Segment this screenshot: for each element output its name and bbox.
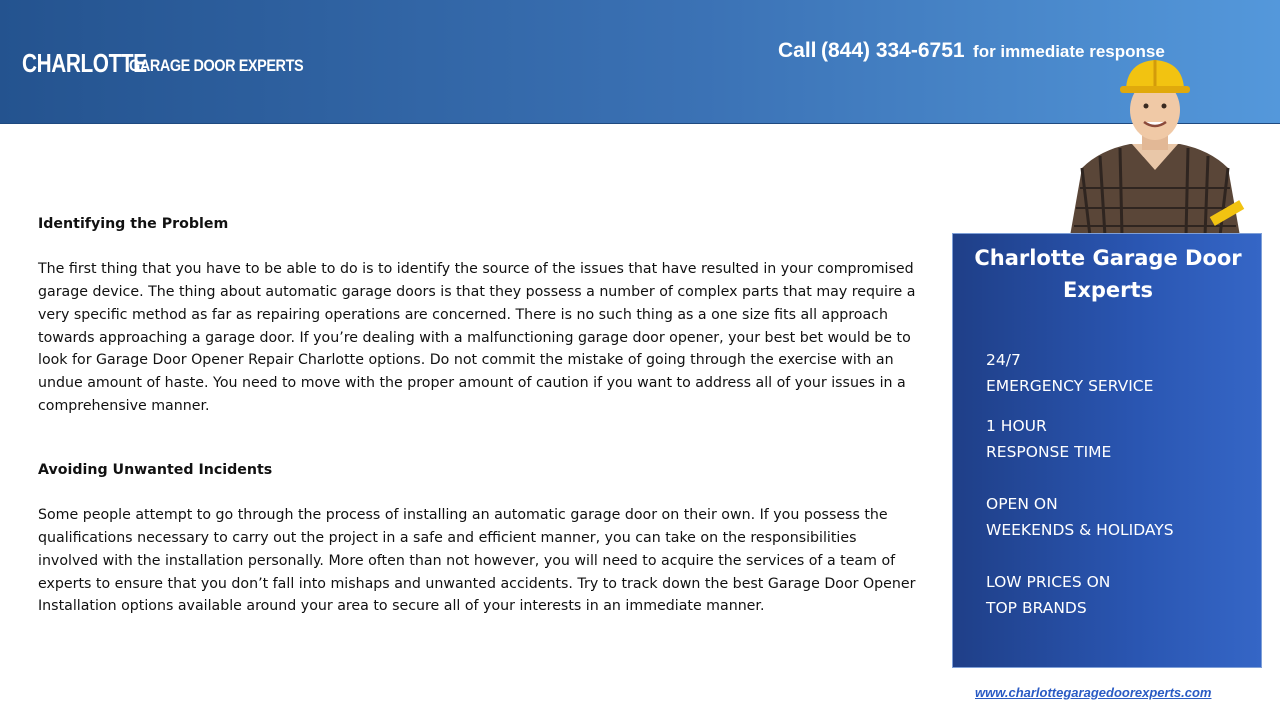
feature-line: RESPONSE TIME: [986, 443, 1112, 461]
worker-illustration: [1060, 58, 1250, 236]
feature-emergency: [986, 347, 1153, 399]
feature-prices: [986, 569, 1110, 621]
services-panel: [952, 233, 1262, 668]
brand-sub: GARAGE DOOR EXPERTS: [129, 56, 304, 75]
section-paragraph: The first thing that you have to be able to do is to identify the source of the issues that have resulted in your compromised garage device. The thing about automatic garage doors is that they possess a number of complex parts that may require a very specific method as far as repairing operations are concerned. There is no such thing as a one size fits all approach towards approaching a garage door. If you’re dealing with a malfunctioning garage door opener, your best bet would be to look for Garage Door Opener Repair Charlotte options. Do not commit the mistake of going through the exercise with an undue amount of haste. You need to move with the proper amount of caution if you want to address all of your issues in a comprehensive manner.: [38, 261, 916, 414]
section-identifying: [38, 213, 918, 417]
feature-open: [986, 491, 1174, 543]
feature-line: 1 HOUR: [986, 417, 1047, 435]
phone-number[interactable]: (844) 334-6751: [820, 39, 965, 62]
feature-line: WEEKENDS & HOLIDAYS: [986, 521, 1174, 539]
brand-logo: [22, 48, 304, 79]
section-paragraph: Some people attempt to go through the process of installing an automatic garage door on their own. If you possess the qualifications necessary to carry out the project in a safe and efficient manner, you can take on the responsibilities involved with the installation personally. More often than not however, you will need to acquire the services of a team of experts to ensure that you don’t fall into mishaps and unwanted accidents. Try to track down the best Garage Door Opener Installation options available around your area to secure all of your interests in an immediate manner.: [38, 507, 916, 615]
article-body: [38, 213, 918, 615]
feature-line: 24/7: [986, 351, 1021, 369]
feature-line: EMERGENCY SERVICE: [986, 377, 1154, 395]
panel-title: Charlotte Garage Door Experts: [974, 246, 1242, 302]
call-suffix: for immediate response: [973, 42, 1165, 61]
section-heading: Avoiding Unwanted Incidents: [38, 462, 273, 478]
feature-line: LOW PRICES ON: [986, 573, 1111, 591]
feature-line: TOP BRANDS: [986, 599, 1087, 617]
section-heading: Identifying the Problem: [38, 216, 229, 232]
feature-line: OPEN ON: [986, 495, 1058, 513]
website-link[interactable]: www.charlottegaragedoorexperts.com: [975, 685, 1212, 700]
call-prefix: Call: [778, 39, 817, 62]
brand-main: CHARLOTTE: [22, 48, 147, 78]
section-avoiding: [38, 459, 918, 618]
feature-response: [986, 413, 1111, 465]
